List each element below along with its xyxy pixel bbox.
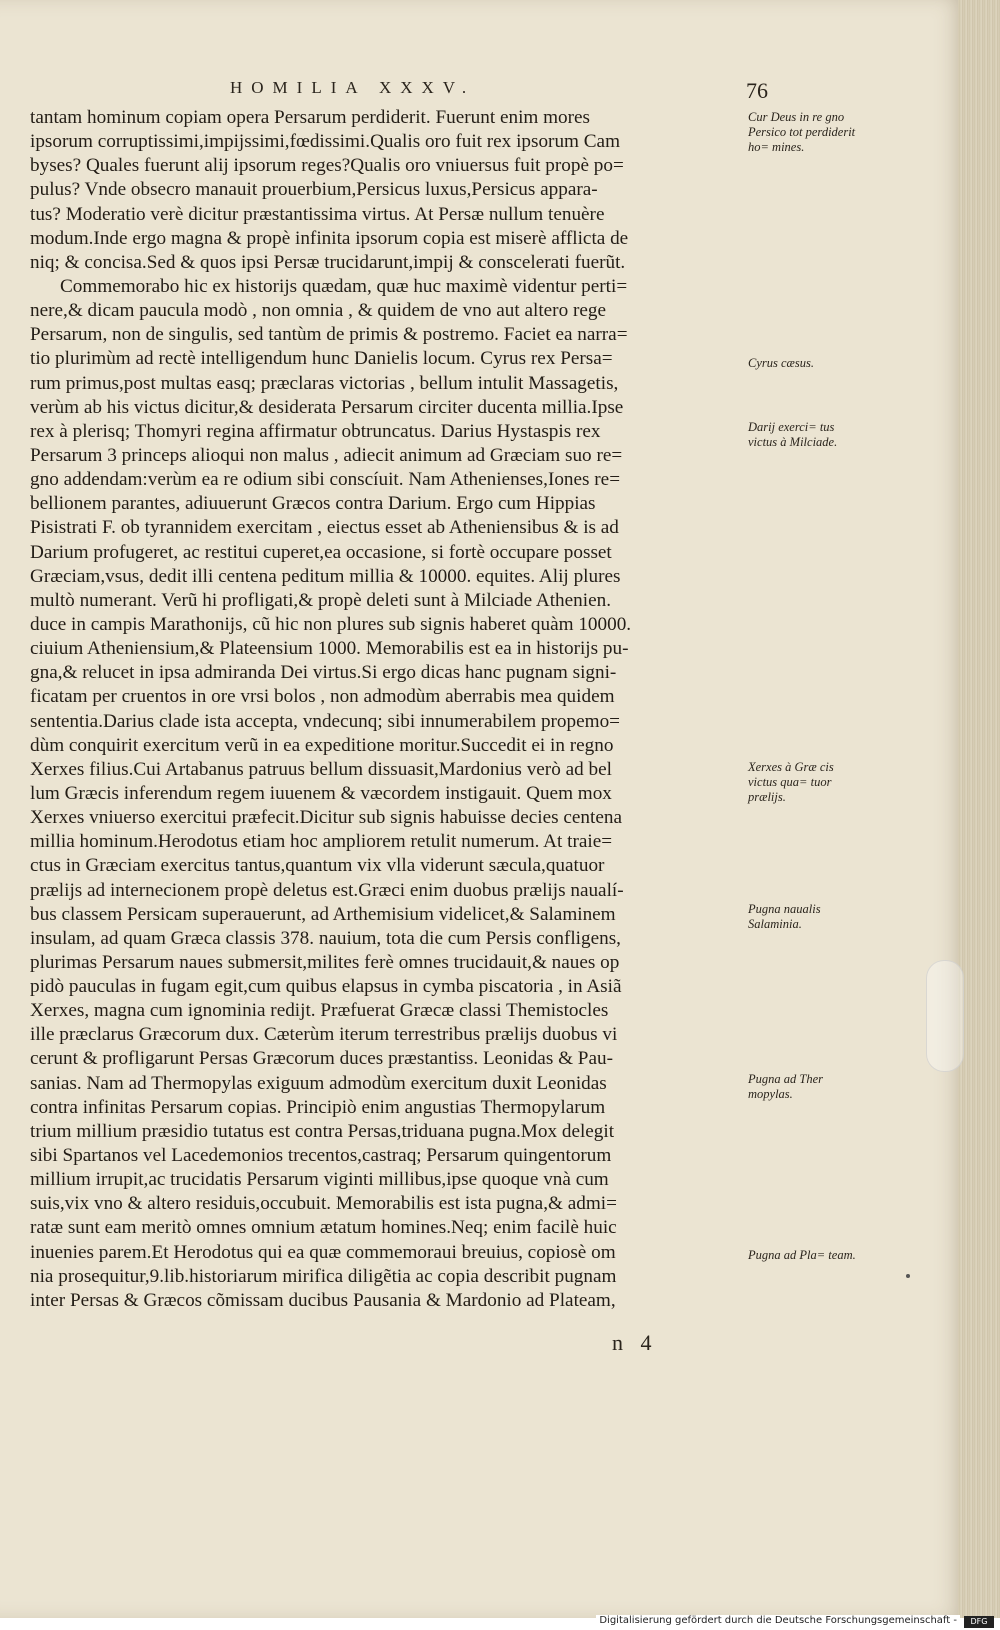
- text-line: plurimas Persarum naues submersit,milites ferè omnes trucidauit,& naues op: [30, 951, 620, 973]
- text-line: ciuium Atheniensium,& Plateensium 1000. Memorabilis est ea in historijs pu-: [30, 638, 629, 660]
- text-line: nere,& dicam paucula modò , non omnia , & quidem de vno aut altero rege: [30, 300, 606, 322]
- text-line: suis,vix vno & altero residuis,occubuit. Memorabilis est ista pugna,& admi=: [30, 1193, 617, 1215]
- text-line: prælijs ad internecionem propè deletus est.Græci enim duobus prælijs naualí-: [30, 879, 624, 901]
- text-line: millium irrupit,ac trucidatis Persarum viginti millibus,ipse quoque vnà cum: [30, 1169, 609, 1191]
- text-line: Xerxes vniuerso exercitui præfecit.Dicitur sub signis habuisse decies centena: [30, 807, 622, 829]
- margin-note: Pugna naualis Salaminia.: [748, 902, 821, 931]
- catchword: n 4: [612, 1330, 658, 1355]
- text-line: niq; & concisa.Sed & quos ipsi Persæ trucidarunt,impij & conscelerati fuerũt.: [30, 251, 626, 273]
- text-line: Pisistrati F. ob tyrannidem exercitam , eiectus esset ab Atheniensibus & is ad: [30, 517, 619, 539]
- text-line: lum Græcis inferendum regem iuuenem & væcordem instigauit. Quem mox: [30, 782, 612, 804]
- text-line: tio plurimùm ad rectè intelligendum hunc Danielis locum. Cyrus rex Persa=: [30, 348, 613, 370]
- text-line: ratæ sunt eam meritò omnes omnium ætatum homines.Neq; enim facilè huic: [30, 1217, 617, 1239]
- text-line: ctus in Græciam exercitus tantus,quantum vix vlla viderunt sæcula,quatuor: [30, 855, 605, 877]
- text-line: tantam hominum copiam opera Persarum perdiderit. Fuerunt enim mores: [30, 107, 591, 128]
- running-title: HOMILIA XXXV.: [230, 78, 476, 97]
- text-line: nia prosequitur,9.lib.historiarum mirifica diligẽtia ac copia describit pugnam: [30, 1265, 617, 1287]
- margin-note: Xerxes à Græ cis victus qua= tuor prælijs.: [748, 760, 834, 804]
- margin-note: Pugna ad Ther mopylas.: [748, 1072, 823, 1101]
- text-line: ille præclarus Græcorum dux. Cæterùm iterum terrestribus prælijs duobus vi: [30, 1024, 618, 1046]
- text-line: bellionem parantes, adiuuerunt Græcos contra Darium. Ergo cum Hippias: [30, 493, 596, 515]
- text-line: sententia.Darius clade ista accepta, vndecunq; sibi innumerabilem propemo=: [30, 710, 620, 732]
- folio-number: 76: [746, 78, 768, 103]
- text-line: contra infinitas Persarum copias. Principiò enim angustias Thermopylarum: [30, 1096, 606, 1118]
- text-line: bus classem Persicam superauerunt, ad Arthemisium videlicet,& Salaminem: [30, 903, 616, 925]
- text-line: pidò pauculas in fugam egit,cum quibus elapsus in cymba piscatoria , in Asiã: [30, 976, 622, 998]
- text-line: gno addendam:verùm ea re odium sibi conscíuit. Nam Athenienses,Iones re=: [30, 469, 621, 491]
- text-line: rex à plerisq; Thomyri regina affirmatur obtruncatus. Darius Hystaspis rex: [30, 420, 601, 442]
- text-line: ipsorum corruptissimi,impijssimi,fœdissimi.Qualis oro fuit rex ipsorum Cam: [30, 131, 620, 153]
- text-line: tus? Moderatio verè dicitur præstantissima virtus. At Persæ nullum tenuère: [30, 203, 605, 225]
- page-clip: [926, 960, 964, 1072]
- dfg-logo: DFG: [964, 1616, 994, 1628]
- text-line: duce in campis Marathonijs, cũ hic non plures sub signis haberet quàm 10000.: [30, 613, 632, 635]
- text-line: Græciam,vsus, dedit illi centena peditum millia & 10000. equites. Alij plures: [30, 565, 621, 587]
- text-line: insulam, ad quam Græca classis 378. nauium, tota die cum Persis confligens,: [30, 927, 621, 949]
- text-line: sibi Spartanos vel Lacedemonios trecentos,castraq; Persarum quingentorum: [30, 1145, 612, 1167]
- margin-note: Cur Deus in re gno Persico tot perdiderit ho= mines.: [748, 110, 856, 154]
- text-line: pulus? Vnde obsecro manauit prouerbium,Persicus luxus,Persicus appara-: [30, 179, 598, 201]
- text-line: Persarum, non de singulis, sed tantùm de primis & postremo. Faciet ea narra=: [30, 324, 628, 346]
- text-line: modum.Inde ergo magna & propè infinita ipsorum copia est miserè afflicta de: [30, 227, 629, 249]
- margin-note: Cyrus cæsus.: [748, 356, 814, 370]
- speck: [906, 1274, 910, 1278]
- text-line: multò numerant. Verũ hi profligati,& propè deleti sunt à Milciade Athenien.: [30, 589, 612, 611]
- text-line: dùm conquirit exercitum verũ in ea expeditione moritur.Succedit ei in regno: [30, 734, 614, 756]
- text-line: inuenies parem.Et Herodotus qui ea quæ commemoraui breuius, copiosè om: [30, 1241, 616, 1263]
- text-line: Commemorabo hic ex historijs quædam, quæ huc maximè videntur perti=: [60, 275, 628, 297]
- margin-note: Darij exerci= tus victus à Milciade.: [748, 420, 838, 449]
- text-line: rum primus,post multas easq; præclaras victorias , bellum intulit Massagetis,: [30, 372, 619, 394]
- text-line: sanias. Nam ad Thermopylas exiguum admodùm exercitum duxit Leonidas: [30, 1072, 607, 1094]
- text-line: verùm ab his victus dicitur,& desiderata Persarum circiter ducenta millia.Ipse: [30, 396, 624, 418]
- text-line: inter Persas & Græcos cõmissam ducibus Pausania & Mardonio ad Plateam,: [30, 1289, 616, 1311]
- text-line: millia hominum.Herodotus etiam hoc ampliorem retulit numerum. At traie=: [30, 831, 613, 853]
- text-line: ficatam per cruentos in ore vrsi bolos , non admodùm aberrabis mea quidem: [30, 686, 615, 708]
- body-text: [30, 106, 742, 1313]
- text-line: Persarum 3 princeps alioqui non malus , adiecit animum ad Græciam suo re=: [30, 444, 623, 466]
- text-line: Xerxes filius.Cui Artabanus patruus bellum dissuasit,Mardonius verò ad bel: [30, 758, 612, 780]
- text-line: Xerxes, magna cum ignominia redijt. Præfuerat Græcæ classi Themistocles: [30, 1000, 609, 1022]
- page-edge: [958, 0, 1000, 1618]
- text-line: gna,& relucet in ipsa admiranda Dei virtus.Si ergo dicas hanc pugnam signi-: [30, 662, 617, 684]
- text-line: trium millium præsidio tutatus est contra Persas,triduana pugna.Mox delegit: [30, 1120, 615, 1142]
- text-line: byses? Quales fuerunt alij ipsorum reges?Qualis oro vniuersus fuit propè po=: [30, 155, 624, 177]
- text-line: cerunt & profligarunt Persas Græcorum duces præstantiss. Leonidas & Pau-: [30, 1048, 613, 1070]
- footer-credit: Digitalisierung gefördert durch die Deutsche Forschungsgemeinschaft -: [596, 1615, 960, 1626]
- text-line: Darium profugeret, ac restitui cuperet,ea occasione, si fortè occupare posset: [30, 541, 612, 563]
- margin-note: Pugna ad Pla= team.: [748, 1248, 856, 1262]
